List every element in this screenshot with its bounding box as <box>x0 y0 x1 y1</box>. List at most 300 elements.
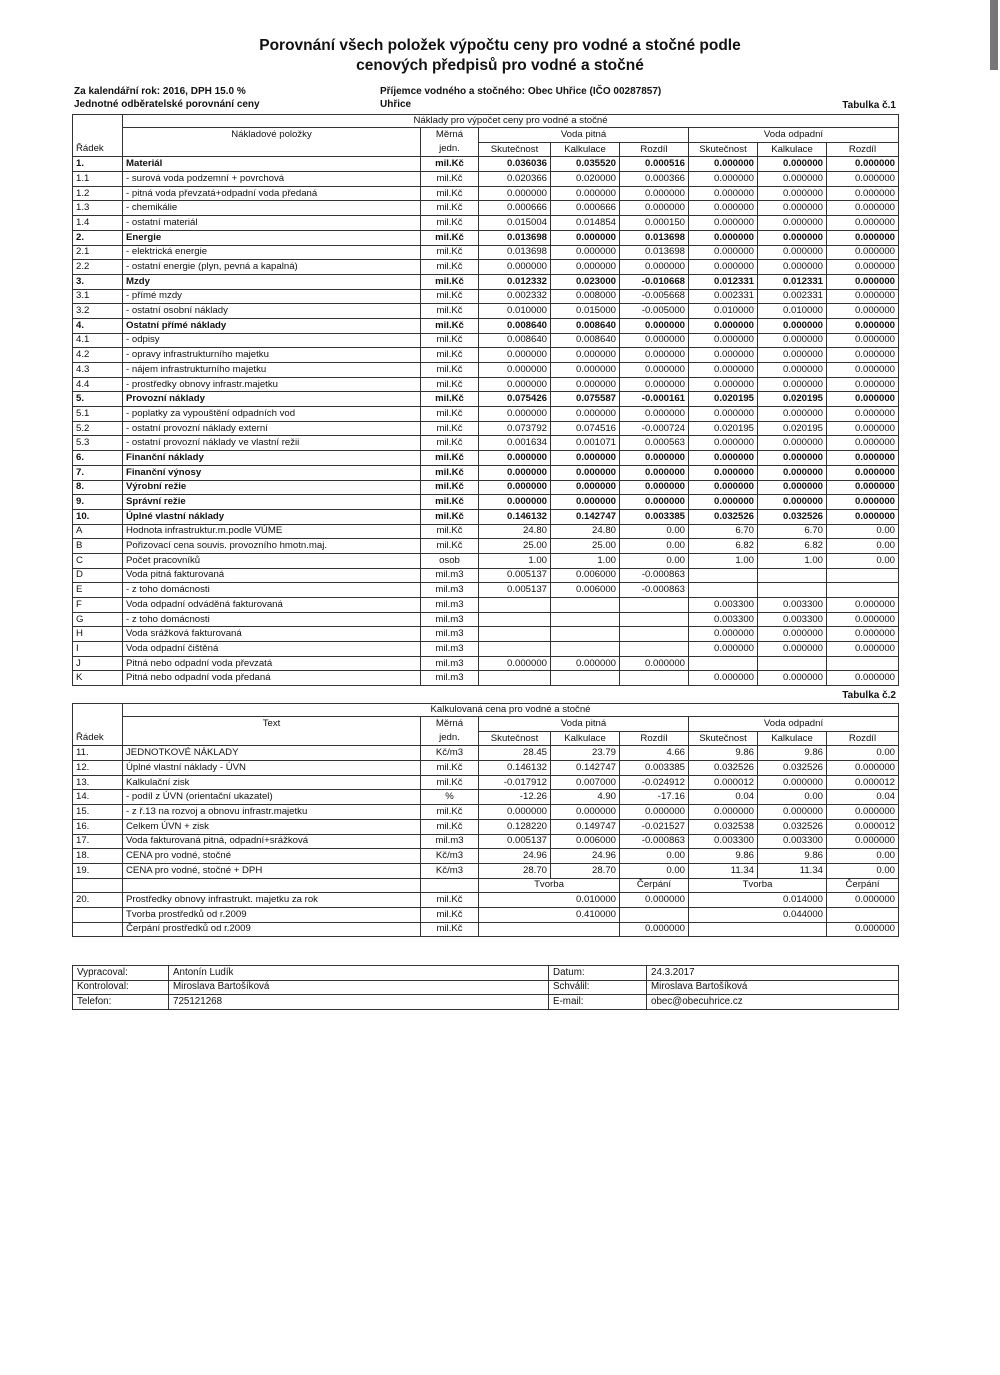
pitna-skutecnost-cell: 0.000000 <box>479 348 551 363</box>
odpadni-skutecnost-cell: 0.000000 <box>689 671 758 686</box>
year-line: Za kalendářní rok: 2016, DPH 15.0 % <box>74 86 246 97</box>
odpadni-rozdil-cell: 0.000000 <box>827 509 899 524</box>
row-label: CENA pro vodné, stočné <box>123 849 421 864</box>
pitna-kalkulace-cell: 0.000000 <box>551 377 620 392</box>
row-unit: mil.Kč <box>421 172 479 187</box>
row-unit: mil.m3 <box>421 598 479 613</box>
odpadni-skutecnost-cell: 0.000000 <box>689 451 758 466</box>
pitna-rozdil-cell: 0.000000 <box>620 480 689 495</box>
odpadni-kalkulace-cell: 6.82 <box>758 539 827 554</box>
pitna-rozdil-cell: 0.000150 <box>620 216 689 231</box>
signature-table <box>72 965 899 1010</box>
odpadni-kalkulace-cell: 0.002331 <box>758 289 827 304</box>
row-unit: mil.Kč <box>421 260 479 275</box>
odpadni-skutecnost-cell: 0.000000 <box>689 230 758 245</box>
pitna-skutecnost-cell: 0.000000 <box>479 805 551 820</box>
odpadni-rozdil-cell: 0.000000 <box>827 465 899 480</box>
comparison-line: Jednotné odběratelské porovnání ceny <box>74 99 260 110</box>
odpadni-skutecnost-cell: 0.000000 <box>689 363 758 378</box>
odpadni-rozdil-cell: 0.000000 <box>827 671 899 686</box>
odpadni-skutecnost-cell: 0.000000 <box>689 465 758 480</box>
odpadni-rozdil-cell: 0.000000 <box>827 245 899 260</box>
row-unit: mil.Kč <box>421 509 479 524</box>
pitna-tvorba-cell: 0.010000 <box>479 893 620 908</box>
pitna-skutecnost-cell <box>479 627 551 642</box>
cost-item-row <box>73 656 899 671</box>
cost-item-row <box>73 583 899 598</box>
pitna-kalkulace-cell: 0.006000 <box>551 568 620 583</box>
kontroloval-value: Miroslava Bartošíková <box>169 980 549 995</box>
row-number: 9. <box>73 495 123 510</box>
recipient-line: Příjemce vodného a stočného: Obec Uhřice (IČO 00287857) <box>380 86 662 97</box>
row-number <box>73 907 123 922</box>
row-unit: mil.Kč <box>421 348 479 363</box>
odpadni-skutecnost-cell <box>689 568 758 583</box>
odpadni-rozdil-cell: 0.000000 <box>827 304 899 319</box>
odpadni-rozdil-cell: 0.000000 <box>827 761 899 776</box>
cost-item-row <box>73 480 899 495</box>
pitna-kalkulace-cell: 24.80 <box>551 524 620 539</box>
row-number: C <box>73 553 123 568</box>
row-label: Tvorba prostředků od r.2009 <box>123 907 421 922</box>
pitna-skutecnost-cell: 24.96 <box>479 849 551 864</box>
row-unit: mil.Kč <box>421 407 479 422</box>
price-item-row <box>73 863 899 878</box>
odpadni-rozdil-cell: 0.00 <box>827 746 899 761</box>
odpadni-kalkulace-cell: 0.000000 <box>758 333 827 348</box>
odpadni-skutecnost-cell: 0.000000 <box>689 480 758 495</box>
row-unit: mil.Kč <box>421 436 479 451</box>
odpadni-kalkulace-cell: 0.000000 <box>758 775 827 790</box>
vypracoval-value: Antonín Ludík <box>169 966 549 981</box>
pitna-rozdil-cell: -17.16 <box>620 790 689 805</box>
row-number: 4.3 <box>73 363 123 378</box>
row-number: 1.4 <box>73 216 123 231</box>
fund-odpadni-cerpani-header: Čerpání <box>827 878 899 893</box>
pitna-skutecnost-cell: 0.005137 <box>479 583 551 598</box>
pitna-cerpani-cell <box>620 907 689 922</box>
row-number: 20. <box>73 893 123 908</box>
odpadni-rozdil-cell: 0.000000 <box>827 172 899 187</box>
odpadni-rozdil-cell: 0.000000 <box>827 480 899 495</box>
row-label: Energie <box>123 230 421 245</box>
cost-item-row <box>73 245 899 260</box>
pitna-skutecnost-cell: 0.000666 <box>479 201 551 216</box>
row-unit: mil.m3 <box>421 656 479 671</box>
cost-item-row <box>73 539 899 554</box>
odpadni-kalk-header: Kalkulace <box>758 142 827 157</box>
row-unit: mil.Kč <box>421 230 479 245</box>
row-label: Mzdy <box>123 274 421 289</box>
row-label: Provozní náklady <box>123 392 421 407</box>
odpadni-skutecnost-cell: 0.032526 <box>689 761 758 776</box>
fund-header-blank-3 <box>421 878 479 893</box>
pitna-skutecnost-cell: 28.70 <box>479 863 551 878</box>
row-label: Čerpání prostředků od r.2009 <box>123 922 421 937</box>
odpadni-skutecnost-cell: 0.000000 <box>689 201 758 216</box>
schvalil-label: Schválil: <box>549 980 647 995</box>
odpadni-rozdil-cell: 0.00 <box>827 524 899 539</box>
row-number: 2.1 <box>73 245 123 260</box>
price-item-row <box>73 761 899 776</box>
odpadni-rozdil-cell: 0.000000 <box>827 274 899 289</box>
row-label: Pitná nebo odpadní voda předaná <box>123 671 421 686</box>
odpadni-kalkulace-cell: 1.00 <box>758 553 827 568</box>
pitna-skutecnost-cell <box>479 598 551 613</box>
odpadni-rozdil-cell: 0.000000 <box>827 407 899 422</box>
row-number: 5. <box>73 392 123 407</box>
row-number: I <box>73 642 123 657</box>
cost-item-row <box>73 201 899 216</box>
odpadni-skutecnost-cell <box>689 583 758 598</box>
pitna-kalk-header: Kalkulace <box>551 142 620 157</box>
cost-item-row <box>73 421 899 436</box>
row-label: Kalkulační zisk <box>123 775 421 790</box>
pitna-rozdil-cell: -0.010668 <box>620 274 689 289</box>
odpadni-rozdil-cell: 0.000000 <box>827 363 899 378</box>
odpadni-rozdil-cell: 0.00 <box>827 539 899 554</box>
radek-header: Řádek <box>73 142 123 157</box>
odpadni-rozdil-cell <box>827 583 899 598</box>
pitna-skutecnost-cell: 0.000000 <box>479 465 551 480</box>
cost-item-row <box>73 230 899 245</box>
row-unit: mil.Kč <box>421 495 479 510</box>
odpadni-skutecnost-cell: 1.00 <box>689 553 758 568</box>
pitna-rozdil-cell: -0.000863 <box>620 568 689 583</box>
row-unit: Kč/m3 <box>421 849 479 864</box>
row-label: - ostatní osobní náklady <box>123 304 421 319</box>
row-label: - ostatní energie (plyn, pevná a kapalná) <box>123 260 421 275</box>
row-unit: mil.Kč <box>421 274 479 289</box>
odpadni-rozdil-cell <box>827 568 899 583</box>
pitna-rozdil-cell: -0.000863 <box>620 583 689 598</box>
row-unit: mil.Kč <box>421 201 479 216</box>
radek-header-mid <box>73 128 123 143</box>
telefon-label: Telefon: <box>73 995 169 1010</box>
row-number: 7. <box>73 465 123 480</box>
row-unit: mil.Kč <box>421 775 479 790</box>
row-label: Úplné vlastní náklady - ÚVN <box>123 761 421 776</box>
cost-item-row <box>73 157 899 172</box>
pitna-kalkulace-cell: 0.000000 <box>551 186 620 201</box>
odpadni-skut-header: Skutečnost <box>689 142 758 157</box>
row-unit: mil.Kč <box>421 216 479 231</box>
pitna-kalkulace-cell: 0.000000 <box>551 495 620 510</box>
radek-header-top <box>73 115 123 128</box>
odpadni-kalkulace-cell: 0.000000 <box>758 216 827 231</box>
t2-radek-header: Řádek <box>73 731 123 746</box>
t2-odpadni-kalk-header: Kalkulace <box>758 731 827 746</box>
t2-unit-header-1: Měrná <box>421 717 479 732</box>
pitna-rozdil-cell: 0.00 <box>620 849 689 864</box>
odpadni-kalkulace-cell: 0.032526 <box>758 819 827 834</box>
pitna-kalkulace-cell: 0.007000 <box>551 775 620 790</box>
row-label: - ostatní provozní náklady externí <box>123 421 421 436</box>
fund-row <box>73 922 899 937</box>
odpadni-skutecnost-cell: 11.34 <box>689 863 758 878</box>
odpadni-rozdil-cell: 0.000000 <box>827 348 899 363</box>
pitna-skutecnost-cell: 0.013698 <box>479 245 551 260</box>
t2-pitna-skut-header: Skutečnost <box>479 731 551 746</box>
pitna-kalkulace-cell: 0.014854 <box>551 216 620 231</box>
unit-header-2: jedn. <box>421 142 479 157</box>
row-unit: mil.m3 <box>421 642 479 657</box>
t2-odpadni-rozdil-header: Rozdíl <box>827 731 899 746</box>
odpadni-kalkulace-cell: 11.34 <box>758 863 827 878</box>
odpadni-rozdil-cell: 0.000000 <box>827 186 899 201</box>
odpadni-header: Voda odpadní <box>689 128 899 143</box>
row-number <box>73 922 123 937</box>
odpadni-rozdil-cell: 0.00 <box>827 863 899 878</box>
row-unit: mil.Kč <box>421 363 479 378</box>
row-label: Hodnota infrastruktur.m.podle VÚME <box>123 524 421 539</box>
odpadni-skutecnost-cell: 0.000000 <box>689 333 758 348</box>
table2-group-title: Kalkulovaná cena pro vodné a stočné <box>123 704 899 717</box>
odpadni-skutecnost-cell: 0.04 <box>689 790 758 805</box>
pitna-skutecnost-cell: -0.017912 <box>479 775 551 790</box>
odpadni-skutecnost-cell: 0.010000 <box>689 304 758 319</box>
cost-item-row <box>73 524 899 539</box>
row-unit: mil.m3 <box>421 612 479 627</box>
row-unit: mil.m3 <box>421 568 479 583</box>
price-item-row <box>73 805 899 820</box>
pitna-skutecnost-cell: 0.012332 <box>479 274 551 289</box>
pitna-rozdil-cell: 0.000000 <box>620 318 689 333</box>
odpadni-skutecnost-cell: 0.032538 <box>689 819 758 834</box>
pitna-rozdil-cell: 0.000000 <box>620 495 689 510</box>
row-number: 4.4 <box>73 377 123 392</box>
odpadni-skutecnost-cell: 0.020195 <box>689 392 758 407</box>
row-label: Úplné vlastní náklady <box>123 509 421 524</box>
row-unit: mil.Kč <box>421 392 479 407</box>
pitna-kalkulace-cell <box>551 598 620 613</box>
row-number: J <box>73 656 123 671</box>
price-item-row <box>73 834 899 849</box>
odpadni-kalkulace-cell: 0.000000 <box>758 627 827 642</box>
row-label: - přímé mzdy <box>123 289 421 304</box>
row-label: - ostatní provozní náklady ve vlastní režii <box>123 436 421 451</box>
row-number: 1.2 <box>73 186 123 201</box>
row-unit: mil.m3 <box>421 834 479 849</box>
odpadni-kalkulace-cell: 0.000000 <box>758 186 827 201</box>
pitna-rozdil-cell: 0.000000 <box>620 377 689 392</box>
pitna-skutecnost-cell: 0.000000 <box>479 480 551 495</box>
pitna-rozdil-cell: 0.000563 <box>620 436 689 451</box>
pitna-cerpani-cell: 0.000000 <box>620 893 689 908</box>
t2-pitna-kalk-header: Kalkulace <box>551 731 620 746</box>
row-number: 2.2 <box>73 260 123 275</box>
cost-item-row <box>73 392 899 407</box>
pitna-kalkulace-cell: 0.008640 <box>551 318 620 333</box>
row-label: - pitná voda převzatá+odpadní voda předaná <box>123 186 421 201</box>
odpadni-kalkulace-cell: 0.000000 <box>758 172 827 187</box>
odpadni-skutecnost-cell: 0.032526 <box>689 509 758 524</box>
row-number: 8. <box>73 480 123 495</box>
odpadni-skutecnost-cell: 0.003300 <box>689 834 758 849</box>
pitna-rozdil-cell: 0.00 <box>620 863 689 878</box>
pitna-skutecnost-cell: 0.013698 <box>479 230 551 245</box>
odpadni-kalkulace-cell <box>758 656 827 671</box>
odpadni-kalkulace-cell: 0.000000 <box>758 230 827 245</box>
odpadni-rozdil-cell <box>827 656 899 671</box>
cost-item-row <box>73 495 899 510</box>
odpadni-kalkulace-cell: 0.000000 <box>758 805 827 820</box>
odpadni-kalkulace-cell: 0.010000 <box>758 304 827 319</box>
row-label: - z toho domácnosti <box>123 583 421 598</box>
row-unit: mil.Kč <box>421 289 479 304</box>
pitna-rozdil-cell: 0.013698 <box>620 245 689 260</box>
row-unit: mil.Kč <box>421 893 479 908</box>
pitna-rozdil-cell: 0.000000 <box>620 656 689 671</box>
email-value: obec@obecuhrice.cz <box>647 995 899 1010</box>
row-number: 19. <box>73 863 123 878</box>
datum-value: 24.3.2017 <box>647 966 899 981</box>
odpadni-rozdil-cell: 0.000000 <box>827 377 899 392</box>
row-number: 11. <box>73 746 123 761</box>
pitna-rozdil-cell <box>620 671 689 686</box>
row-unit: mil.Kč <box>421 318 479 333</box>
table1-group-title: Náklady pro výpočet ceny pro vodné a stočné <box>123 115 899 128</box>
odpadni-rozdil-cell: 0.000012 <box>827 819 899 834</box>
pitna-skutecnost-cell: 1.00 <box>479 553 551 568</box>
email-label: E-mail: <box>549 995 647 1010</box>
pitna-rozdil-cell: 0.003385 <box>620 509 689 524</box>
pitna-rozdil-cell: -0.000724 <box>620 421 689 436</box>
odpadni-rozdil-cell: 0.000000 <box>827 612 899 627</box>
pitna-kalkulace-cell: 24.96 <box>551 849 620 864</box>
pitna-kalkulace-cell: 0.000000 <box>551 363 620 378</box>
row-number: F <box>73 598 123 613</box>
pitna-rozdil-cell: 0.003385 <box>620 761 689 776</box>
row-number: H <box>73 627 123 642</box>
row-number: 1.1 <box>73 172 123 187</box>
row-label: Voda pitná fakturovaná <box>123 568 421 583</box>
row-unit: mil.Kč <box>421 539 479 554</box>
pitna-kalkulace-cell: 0.020000 <box>551 172 620 187</box>
row-number: 5.1 <box>73 407 123 422</box>
pitna-skutecnost-cell: 0.020366 <box>479 172 551 187</box>
pitna-skutecnost-cell: 0.146132 <box>479 509 551 524</box>
odpadni-rozdil-cell: 0.00 <box>827 553 899 568</box>
row-number: 16. <box>73 819 123 834</box>
pitna-kalkulace-cell: 0.006000 <box>551 834 620 849</box>
price-item-row <box>73 775 899 790</box>
cost-item-row <box>73 627 899 642</box>
odpadni-rozdil-cell: 0.000000 <box>827 421 899 436</box>
odpadni-skutecnost-cell: 6.82 <box>689 539 758 554</box>
pitna-rozdil-cell: -0.000863 <box>620 834 689 849</box>
row-unit: mil.Kč <box>421 819 479 834</box>
row-unit: Kč/m3 <box>421 746 479 761</box>
odpadni-skutecnost-cell: 0.000000 <box>689 260 758 275</box>
odpadni-kalkulace-cell: 0.000000 <box>758 245 827 260</box>
cost-item-row <box>73 465 899 480</box>
row-number: E <box>73 583 123 598</box>
price-item-row <box>73 849 899 864</box>
row-label: - ostatní materiál <box>123 216 421 231</box>
pitna-kalkulace-cell: 0.001071 <box>551 436 620 451</box>
pitna-skutecnost-cell: 0.001634 <box>479 436 551 451</box>
row-number: 12. <box>73 761 123 776</box>
odpadni-rozdil-cell: 0.000000 <box>827 495 899 510</box>
odpadni-skutecnost-cell: 0.003300 <box>689 598 758 613</box>
cost-item-row <box>73 377 899 392</box>
odpadni-kalkulace-cell: 0.000000 <box>758 157 827 172</box>
row-number: 4.1 <box>73 333 123 348</box>
odpadni-rozdil-cell: 0.000000 <box>827 260 899 275</box>
row-unit: mil.Kč <box>421 761 479 776</box>
row-number: G <box>73 612 123 627</box>
row-number: 13. <box>73 775 123 790</box>
odpadni-kalkulace-cell: 9.86 <box>758 746 827 761</box>
odpadni-skutecnost-cell: 0.000000 <box>689 245 758 260</box>
items-header-blank <box>123 142 421 157</box>
odpadni-skutecnost-cell: 0.000000 <box>689 627 758 642</box>
row-unit: mil.Kč <box>421 805 479 820</box>
items-header: Nákladové položky <box>123 128 421 143</box>
pitna-skutecnost-cell: 0.008640 <box>479 333 551 348</box>
cost-item-row <box>73 172 899 187</box>
pitna-skutecnost-cell: 0.000000 <box>479 377 551 392</box>
row-unit: mil.m3 <box>421 627 479 642</box>
row-number: 1.3 <box>73 201 123 216</box>
row-label: - poplatky za vypouštění odpadních vod <box>123 407 421 422</box>
odpadni-kalkulace-cell: 0.000000 <box>758 407 827 422</box>
pitna-kalkulace-cell: 28.70 <box>551 863 620 878</box>
cost-item-row <box>73 333 899 348</box>
pitna-kalkulace-cell: 25.00 <box>551 539 620 554</box>
pitna-skut-header: Skutečnost <box>479 142 551 157</box>
pitna-skutecnost-cell: 0.002332 <box>479 289 551 304</box>
pitna-kalkulace-cell <box>551 642 620 657</box>
row-number: 4. <box>73 318 123 333</box>
t2-odpadni-header: Voda odpadní <box>689 717 899 732</box>
pitna-tvorba-cell: 0.410000 <box>479 907 620 922</box>
odpadni-skutecnost-cell: 0.000000 <box>689 377 758 392</box>
pitna-rozdil-cell: -0.000161 <box>620 392 689 407</box>
pitna-skutecnost-cell: 28.45 <box>479 746 551 761</box>
pitna-kalkulace-cell: 4.90 <box>551 790 620 805</box>
pitna-rozdil-cell: -0.005668 <box>620 289 689 304</box>
odpadni-rozdil-cell: 0.000000 <box>827 834 899 849</box>
odpadni-kalkulace-cell: 0.000000 <box>758 495 827 510</box>
row-number: A <box>73 524 123 539</box>
schvalil-value: Miroslava Bartošíková <box>647 980 899 995</box>
row-unit: mil.Kč <box>421 421 479 436</box>
cost-item-row <box>73 186 899 201</box>
row-unit: mil.Kč <box>421 907 479 922</box>
pitna-rozdil-cell: 0.000000 <box>620 348 689 363</box>
row-number: B <box>73 539 123 554</box>
row-number: K <box>73 671 123 686</box>
pitna-skutecnost-cell: 0.075426 <box>479 392 551 407</box>
row-label: Pitná nebo odpadní voda převzatá <box>123 656 421 671</box>
cost-item-row <box>73 318 899 333</box>
title-line-1: Porovnání všech položek výpočtu ceny pro vodné a stočné podle <box>259 37 741 54</box>
vypracoval-label: Vypracoval: <box>73 966 169 981</box>
odpadni-rozdil-cell: 0.00 <box>827 849 899 864</box>
row-label: - elektrická energie <box>123 245 421 260</box>
pitna-rozdil-header: Rozdíl <box>620 142 689 157</box>
cost-item-row <box>73 216 899 231</box>
pitna-rozdil-cell: 0.000366 <box>620 172 689 187</box>
title-line-2: cenových předpisů pro vodné a stočné <box>356 57 644 74</box>
odpadni-kalkulace-cell: 0.000000 <box>758 201 827 216</box>
pitna-kalkulace-cell: 0.035520 <box>551 157 620 172</box>
pitna-rozdil-cell: 0.00 <box>620 524 689 539</box>
odpadni-skutecnost-cell: 0.012331 <box>689 274 758 289</box>
pitna-kalkulace-cell: 23.79 <box>551 746 620 761</box>
